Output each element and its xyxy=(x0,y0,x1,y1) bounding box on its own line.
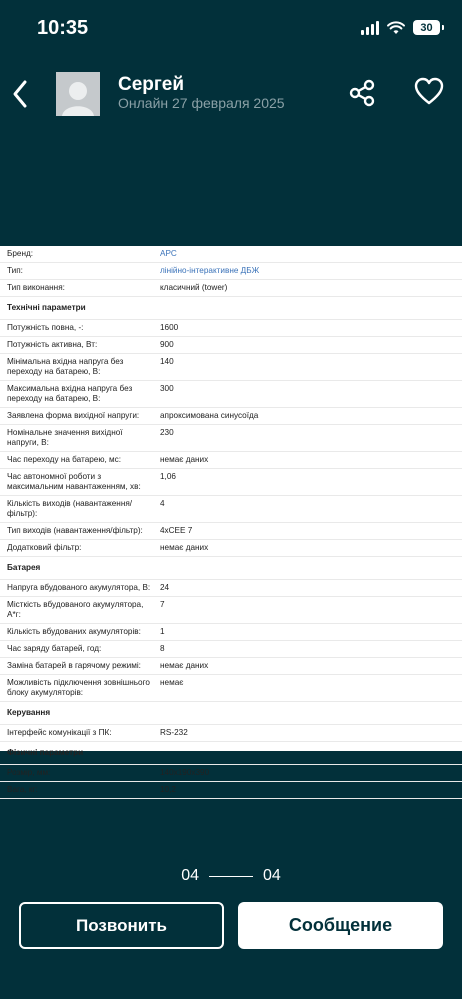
battery-icon: 30 xyxy=(413,20,440,35)
spec-value: 4xCEE 7 xyxy=(160,526,193,535)
spec-row xyxy=(0,725,462,742)
spec-key: Тип виконання: xyxy=(7,283,65,292)
spec-key: Тип виходів (навантаження/фільтр): xyxy=(7,526,143,535)
status-icons xyxy=(361,20,440,35)
spec-key: Час переходу на батарею, мс: xyxy=(7,455,122,464)
spec-value: 24 xyxy=(160,583,170,592)
spec-value: класичний (tower) xyxy=(160,283,228,292)
spec-row xyxy=(0,246,462,263)
spec-key: Розмір, мм: xyxy=(7,768,51,777)
spec-row xyxy=(0,496,462,523)
spec-key: Додатковий фільтр: xyxy=(7,543,82,552)
spec-key: Можливість підключення зовнішнього блоку акумуляторів: xyxy=(7,678,150,697)
spec-row xyxy=(0,425,462,452)
spec-value-link[interactable]: APC xyxy=(160,249,177,258)
share-icon xyxy=(347,78,377,108)
spec-key: Кількість виходів (навантаження/фільтр): xyxy=(7,499,133,518)
spec-table xyxy=(0,246,462,799)
spec-value: 4 xyxy=(160,499,165,508)
image-pager xyxy=(0,867,462,885)
avatar[interactable] xyxy=(56,72,100,116)
share-button[interactable] xyxy=(347,78,377,108)
wifi-icon xyxy=(387,21,405,35)
spec-section-title: Технічні параметри xyxy=(0,297,462,320)
pager-current: 04 xyxy=(181,867,199,884)
spec-value: 1 xyxy=(160,627,165,636)
spec-value: немає даних xyxy=(160,661,209,670)
spec-row xyxy=(0,782,462,799)
spec-value: немає даних xyxy=(160,455,209,464)
spec-row xyxy=(0,597,462,624)
spec-key: Час автономної роботи з максимальним навантаженням, хв: xyxy=(7,472,141,491)
spec-key: Заявлена форма вихідної напруги: xyxy=(7,411,140,420)
spec-row xyxy=(0,408,462,425)
spec-key: Час заряду батарей, год: xyxy=(7,644,102,653)
spec-row xyxy=(0,320,462,337)
spec-value: 1600 xyxy=(160,323,179,332)
user-online-status: Онлайн 27 февраля 2025 xyxy=(118,95,285,111)
spec-row xyxy=(0,580,462,597)
spec-value: 900 xyxy=(160,340,174,349)
spec-value-link[interactable]: лінійно-інтерактивне ДБЖ xyxy=(160,266,260,275)
user-name[interactable]: Сергей xyxy=(118,74,185,95)
chat-header xyxy=(0,66,462,126)
message-button[interactable]: Сообщение xyxy=(238,902,443,949)
spec-key: Заміна батарей в гарячому режимі: xyxy=(7,661,141,670)
spec-key: Тип: xyxy=(7,266,23,275)
spec-key: Інтерфейс комунікації з ПК: xyxy=(7,728,112,737)
call-button[interactable]: Позвонить xyxy=(19,902,224,949)
spec-key: Номінальне значення вихідної напруги, В: xyxy=(7,428,123,447)
spec-key: Мінімальна вхідна напруга без переходу на батарею, В: xyxy=(7,357,124,376)
spec-key: Місткість вбудованого акумулятора, А*г: xyxy=(7,600,144,619)
spec-key: Максимальна вхідна напруга без переходу на батарею, В: xyxy=(7,384,133,403)
back-button[interactable] xyxy=(6,76,34,112)
spec-row xyxy=(0,263,462,280)
spec-row xyxy=(0,280,462,297)
spec-row xyxy=(0,452,462,469)
spec-section-title: Фізичні параметри xyxy=(0,742,462,765)
spec-key: Вага, кг: xyxy=(7,785,38,794)
pager-divider xyxy=(209,876,253,877)
spec-value: немає даних xyxy=(160,543,209,552)
cellular-signal-icon xyxy=(361,21,379,35)
spec-row xyxy=(0,658,462,675)
spec-value: 140x190x390 xyxy=(160,768,210,777)
spec-key: Бренд: xyxy=(7,249,34,258)
spec-row xyxy=(0,337,462,354)
status-time: 10:35 xyxy=(37,17,89,39)
spec-value: 140 xyxy=(160,357,174,366)
spec-row xyxy=(0,469,462,496)
user-placeholder-icon xyxy=(56,72,100,116)
spec-key: Потужність повна, -: xyxy=(7,323,84,332)
spec-value: немає xyxy=(160,678,184,687)
spec-value: RS-232 xyxy=(160,728,188,737)
spec-document-image[interactable] xyxy=(0,246,462,794)
spec-row xyxy=(0,765,462,782)
spec-row xyxy=(0,540,462,557)
spec-row xyxy=(0,624,462,641)
favorite-button[interactable] xyxy=(413,76,445,108)
spec-section-title: Керування xyxy=(0,702,462,725)
spec-value: 8 xyxy=(160,644,165,653)
spec-key: Кількість вбудованих акумуляторів: xyxy=(7,627,141,636)
spec-value: 7 xyxy=(160,600,165,609)
spec-section-title: Батарея xyxy=(0,557,462,580)
pager-total: 04 xyxy=(263,867,281,884)
spec-row xyxy=(0,354,462,381)
spec-value: 300 xyxy=(160,384,174,393)
spec-value: 230 xyxy=(160,428,174,437)
spec-row xyxy=(0,523,462,540)
spec-row xyxy=(0,641,462,658)
spec-row xyxy=(0,675,462,702)
spec-row xyxy=(0,381,462,408)
spec-key: Потужність активна, Вт: xyxy=(7,340,98,349)
back-arrow-icon xyxy=(12,80,28,108)
spec-key: Напруга вбудованого акумулятора, В: xyxy=(7,583,151,592)
spec-value: апроксимована синусоїда xyxy=(160,411,259,420)
spec-value: 10,2 xyxy=(160,785,176,794)
spec-value: 1,06 xyxy=(160,472,176,481)
status-bar xyxy=(0,0,462,60)
heart-icon xyxy=(413,76,445,108)
